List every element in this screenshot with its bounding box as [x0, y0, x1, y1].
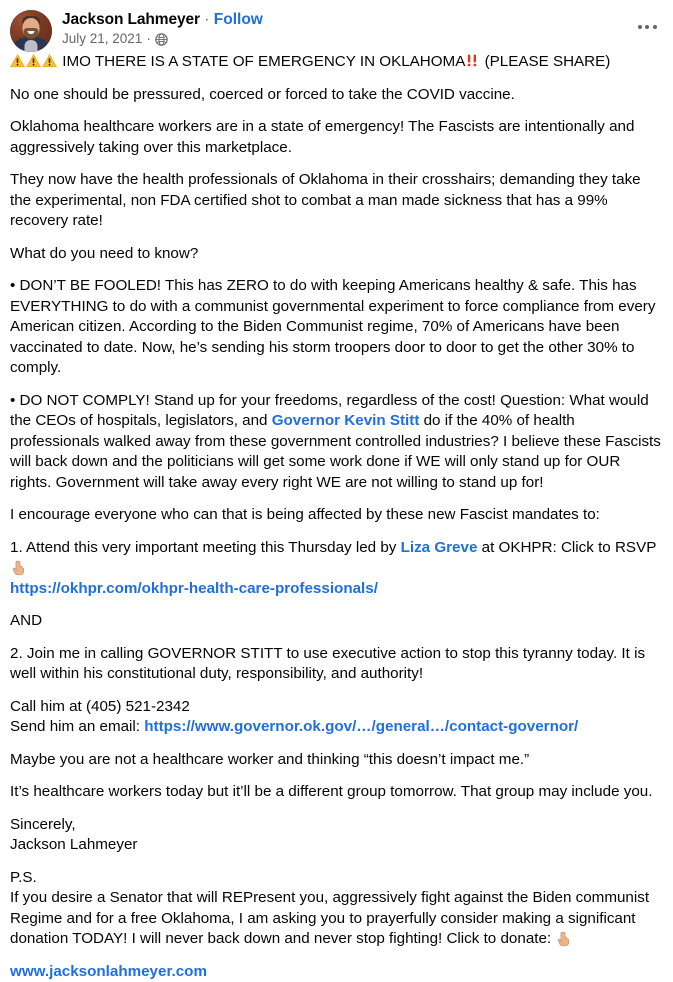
- paragraph-6: Maybe you are not a healthcare worker and thinking “this doesn’t impact me.”: [10, 750, 663, 771]
- and-text: AND: [10, 611, 663, 632]
- donate-link-paragraph: [10, 962, 663, 982]
- okhpr-url-link[interactable]: https://okhpr.com/okhpr-health-care-professionals/: [10, 580, 378, 597]
- bullet-point-1: • DON’T BE FOOLED! This has ZERO to do with keeping Americans healthy & safe. This has EVERYTHING to do with a communist governmental experiment to force compliance from every American citizen. According to the Biden Communist regime, 70% of Americans have been vaccinated to date. Now, he’s sending his storm troopers door to door to get the other 30% to comply.: [10, 276, 663, 379]
- call-line: Call him at (405) 521-2342: [10, 698, 190, 715]
- paragraph-5: I encourage everyone who can that is being affected by these new Fascist mandates to:: [10, 505, 663, 526]
- donate-url-link[interactable]: www.jacksonlahmeyer.com: [10, 963, 207, 980]
- ellipsis-dot: [638, 25, 642, 29]
- meta-separator: ·: [146, 31, 151, 47]
- ps-label: P.S.: [10, 869, 37, 886]
- warning-triangle-icon: [42, 54, 57, 68]
- name-separator: ·: [200, 11, 214, 28]
- double-exclamation-icon: [466, 53, 479, 68]
- signature-name: Jackson Lahmeyer: [10, 836, 137, 853]
- liza-greve-link[interactable]: Liza Greve: [401, 539, 478, 556]
- ps-text: If you desire a Senator that will REPresent you, aggressively fight against the Biden communist Regime and for a free Oklahoma, I am asking you to prayerfully consider making a significant donation TODAY! I will never back down and never stop fighting! Click to donate:: [10, 889, 649, 947]
- post-date[interactable]: July 21, 2021: [62, 31, 142, 47]
- paragraph-4: What do you need to know?: [10, 244, 663, 265]
- item-1-text-b: at OKHPR: Click to RSVP: [477, 539, 656, 556]
- list-item-2: 2. Join me in calling GOVERNOR STITT to use executive action to stop this tyranny today. It is well within his constitutional duty, responsibility, and authority!: [10, 644, 663, 685]
- headline-paragraph: [10, 52, 663, 73]
- bullet-point-2: [10, 391, 663, 494]
- author-name[interactable]: Jackson Lahmeyer: [62, 11, 200, 28]
- warning-triangle-icon: [26, 54, 41, 68]
- email-prefix: Send him an email:: [10, 718, 144, 735]
- avatar[interactable]: [10, 10, 52, 52]
- bullet-2-text-b: do if the 40% of health professionals walked away from these government controlled industries? I believe these Fascists will back down and the politicians will get some work done if WE will only stand up for OUR rights. Government will take away every right WE are not willing to stand up for!: [10, 412, 661, 491]
- governor-kevin-stitt-link[interactable]: Governor Kevin Stitt: [272, 412, 420, 429]
- globe-icon[interactable]: [155, 33, 168, 46]
- avatar-shirt: [25, 40, 38, 52]
- sincerely-text: Sincerely,: [10, 816, 76, 833]
- governor-contact-url-link[interactable]: https://www.governor.ok.gov/…/general…/contact-governor/: [144, 718, 578, 735]
- pointing-down-hand-icon: [557, 931, 572, 947]
- contact-block: [10, 697, 663, 738]
- ellipsis-dot: [653, 25, 657, 29]
- more-options-button[interactable]: [633, 16, 661, 38]
- bullet-2-text-a: • DO NOT COMPLY! Stand up for your freedoms, regardless of the cost! Question: What would the CEOs of hospitals, legislators, and: [10, 392, 649, 430]
- ps-block: [10, 868, 663, 950]
- paragraph-3: They now have the health professionals of Oklahoma in their crosshairs; demanding they take the experimental, non FDA certified shot to combat a man made sickness that has a 99% recovery rate!: [10, 170, 663, 232]
- post-header: [0, 0, 673, 48]
- follow-link[interactable]: Follow: [214, 11, 263, 28]
- avatar-photo: [10, 10, 52, 52]
- paragraph-1: No one should be pressured, coerced or forced to take the COVID vaccine.: [10, 85, 663, 106]
- headline-text: IMO THERE IS A STATE OF EMERGENCY IN OKLAHOMA: [62, 53, 465, 70]
- paragraph-2: Oklahoma healthcare workers are in a state of emergency! The Fascists are intentionally and aggressively taking over this marketplace.: [10, 117, 663, 158]
- item-1-text-a: 1. Attend this very important meeting this Thursday led by: [10, 539, 401, 556]
- signature-block: [10, 815, 663, 856]
- warning-triangle-icon: [10, 54, 25, 68]
- author-line: [62, 10, 663, 29]
- ellipsis-dot: [645, 25, 649, 29]
- post-body: [0, 48, 673, 982]
- list-item-1: [10, 538, 663, 600]
- headline-suffix: (PLEASE SHARE): [485, 53, 611, 70]
- post-header-text: [62, 9, 663, 47]
- pointing-down-hand-icon: [12, 560, 27, 576]
- post-meta: [62, 31, 663, 47]
- paragraph-7: It’s healthcare workers today but it’ll be a different group tomorrow. That group may include you.: [10, 782, 663, 803]
